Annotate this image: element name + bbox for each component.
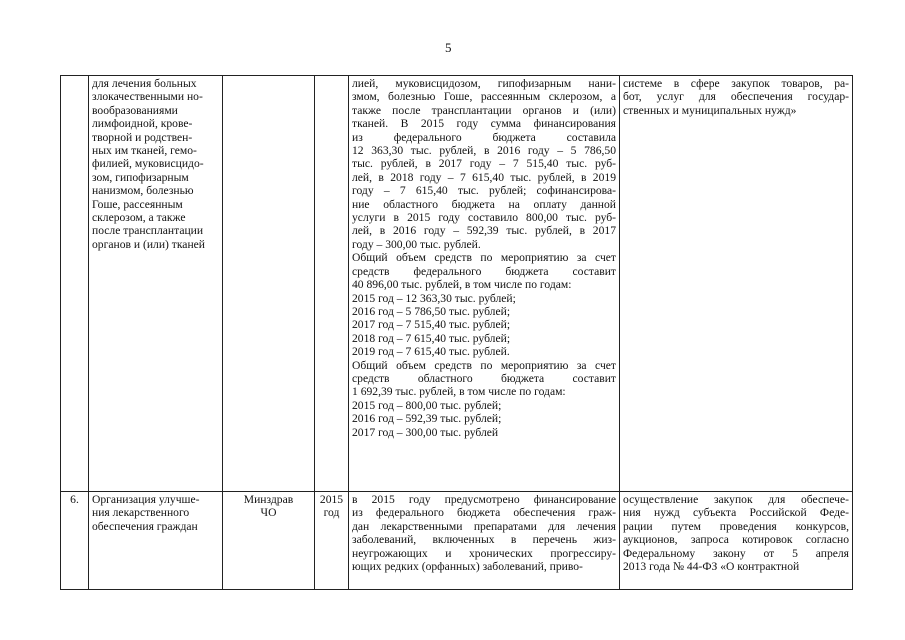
text-line: 2016 год – 592,39 тыс. рублей; — [352, 412, 502, 426]
text-line: органов и (или) тканей — [92, 237, 206, 251]
table-row — [61, 76, 853, 492]
text-line: лей, в 2016 году – 592,39 тыс. рублей, в 2017 — [352, 224, 616, 238]
text-line: Минздрав — [243, 493, 294, 506]
row-number-cell — [61, 492, 89, 590]
text-line: заболеваний, включенных в перечень жиз- — [352, 533, 616, 547]
text-line: дан лекарственными препаратами для лечения — [352, 519, 616, 533]
text-line: ных им тканей, гемо- — [92, 144, 197, 158]
row-number-cell — [61, 76, 89, 492]
text-line: 1 692,39 тыс. рублей, в том числе по годам: — [352, 385, 566, 399]
text-line: из федерального бюджета обеспечения граж- — [352, 506, 616, 520]
text-line: лей, в 2018 году – 7 615,40 тыс. рублей, в 2019 — [352, 170, 616, 184]
result-cell — [620, 492, 853, 590]
text-line: из федерального бюджета составила — [352, 130, 616, 144]
responsible-cell — [223, 76, 315, 492]
text-line: 12 363,30 тыс. рублей, в 2016 году – 5 786,50 — [352, 144, 616, 158]
responsible-text — [226, 493, 311, 520]
text-line: бот, услуг для обеспечения государ- — [623, 90, 849, 104]
text-line: Гоше, рассеянным — [92, 197, 183, 211]
result-cell — [620, 76, 853, 492]
text-line: зом, гипофизарным — [92, 170, 189, 184]
text-line: 2013 года № 44-ФЗ «О контрактной — [623, 560, 800, 574]
text-line: после трансплантации — [92, 224, 204, 238]
text-line: 2015 год – 800,00 тыс. рублей; — [352, 398, 502, 412]
text-line: змом, болезнью Гоше, рассеянным склерозом, а — [352, 90, 616, 104]
responsible-cell — [223, 492, 315, 590]
table-row — [61, 492, 853, 590]
text-line: творной и родствен- — [92, 130, 193, 144]
text-line: ния лекарственного — [92, 506, 190, 520]
period-cell — [315, 76, 349, 492]
text-line: 2017 год – 300,00 тыс. рублей — [352, 425, 499, 439]
text-line: также после трансплантации органов и (или) — [352, 103, 616, 117]
activity-name-cell — [89, 492, 223, 590]
activity-name-cell — [89, 76, 223, 492]
text-line: аукционов, запроса котировок согласно — [623, 533, 849, 547]
text-line: году – 7 615,40 тыс. рублей; софинансирова- — [352, 184, 616, 198]
period-text — [318, 493, 345, 520]
text-line: ственных и муниципальных нужд» — [623, 103, 797, 117]
text-line: год — [323, 506, 340, 520]
period-cell — [315, 492, 349, 590]
text-line: лией, муковисцидозом, гипофизарным нани- — [352, 77, 616, 90]
funding-description-cell — [349, 76, 620, 492]
text-line: 2019 год – 7 615,40 тыс. рублей. — [352, 345, 510, 359]
text-line: злокачественными но- — [92, 90, 203, 104]
text-line: тканей. В 2015 году сумма финансирования — [352, 117, 616, 131]
text-line: Организация улучше- — [92, 493, 200, 506]
activity-name-text — [92, 77, 219, 251]
text-line: 2018 год – 7 615,40 тыс. рублей; — [352, 331, 511, 345]
text-line: 2015 год – 12 363,30 тыс. рублей; — [352, 291, 516, 305]
text-line: неугрожающих и хронических прогрессиру- — [352, 546, 616, 560]
text-line: ЧО — [260, 506, 277, 520]
text-line: нанизмом, болезнью — [92, 184, 194, 198]
page-number: 5 — [445, 40, 452, 55]
text-line: вообразованиями — [92, 103, 178, 117]
text-line: 40 896,00 тыс. рублей, в том числе по годам: — [352, 278, 572, 292]
text-line: Общий объем средств по мероприятию за счет — [352, 358, 616, 372]
activity-name-text — [92, 493, 219, 533]
row-number: 6. — [70, 493, 79, 506]
text-line: рации путем проведения конкурсов, — [623, 519, 849, 533]
text-line: осуществление закупок для обеспече- — [623, 493, 849, 506]
text-line: Общий объем средств по мероприятию за счет — [352, 251, 616, 265]
text-line: филией, муковисцидо- — [92, 157, 204, 171]
text-line: средств областного бюджета составит — [352, 371, 616, 385]
text-line: ние областного бюджета на оплату данной — [352, 197, 616, 211]
text-line: лимфоидной, крове- — [92, 117, 193, 131]
text-line: склерозом, а также — [92, 211, 186, 225]
text-line: для лечения больных — [92, 77, 197, 90]
funding-description-cell — [349, 492, 620, 590]
text-line: тыс. рублей, в 2017 году – 7 515,40 тыс. руб- — [352, 157, 616, 171]
text-line: 2017 год – 7 515,40 тыс. рублей; — [352, 318, 511, 332]
text-line: средств федерального бюджета составит — [352, 264, 616, 278]
text-line: году – 300,00 тыс. рублей. — [352, 237, 481, 251]
text-line: системе в сфере закупок товаров, ра- — [623, 77, 849, 90]
funding-description-text — [352, 77, 616, 439]
text-line: в 2015 году предусмотрено финансирование — [352, 493, 616, 506]
funding-description-text — [352, 493, 616, 573]
text-line: 2015 — [319, 493, 344, 506]
program-activities-table — [60, 75, 853, 590]
text-line: услуги в 2015 году составило 800,00 тыс. руб- — [352, 211, 616, 225]
result-text — [623, 493, 849, 573]
result-text — [623, 77, 849, 117]
text-line: ющих редких (орфанных) заболеваний, приво- — [352, 560, 583, 574]
text-line: Федеральному закону от 5 апреля — [623, 546, 849, 560]
text-line: обеспечения граждан — [92, 519, 198, 533]
text-line: 2016 год – 5 786,50 тыс. рублей; — [352, 304, 511, 318]
text-line: ния нужд субъекта Российской Феде- — [623, 506, 849, 520]
